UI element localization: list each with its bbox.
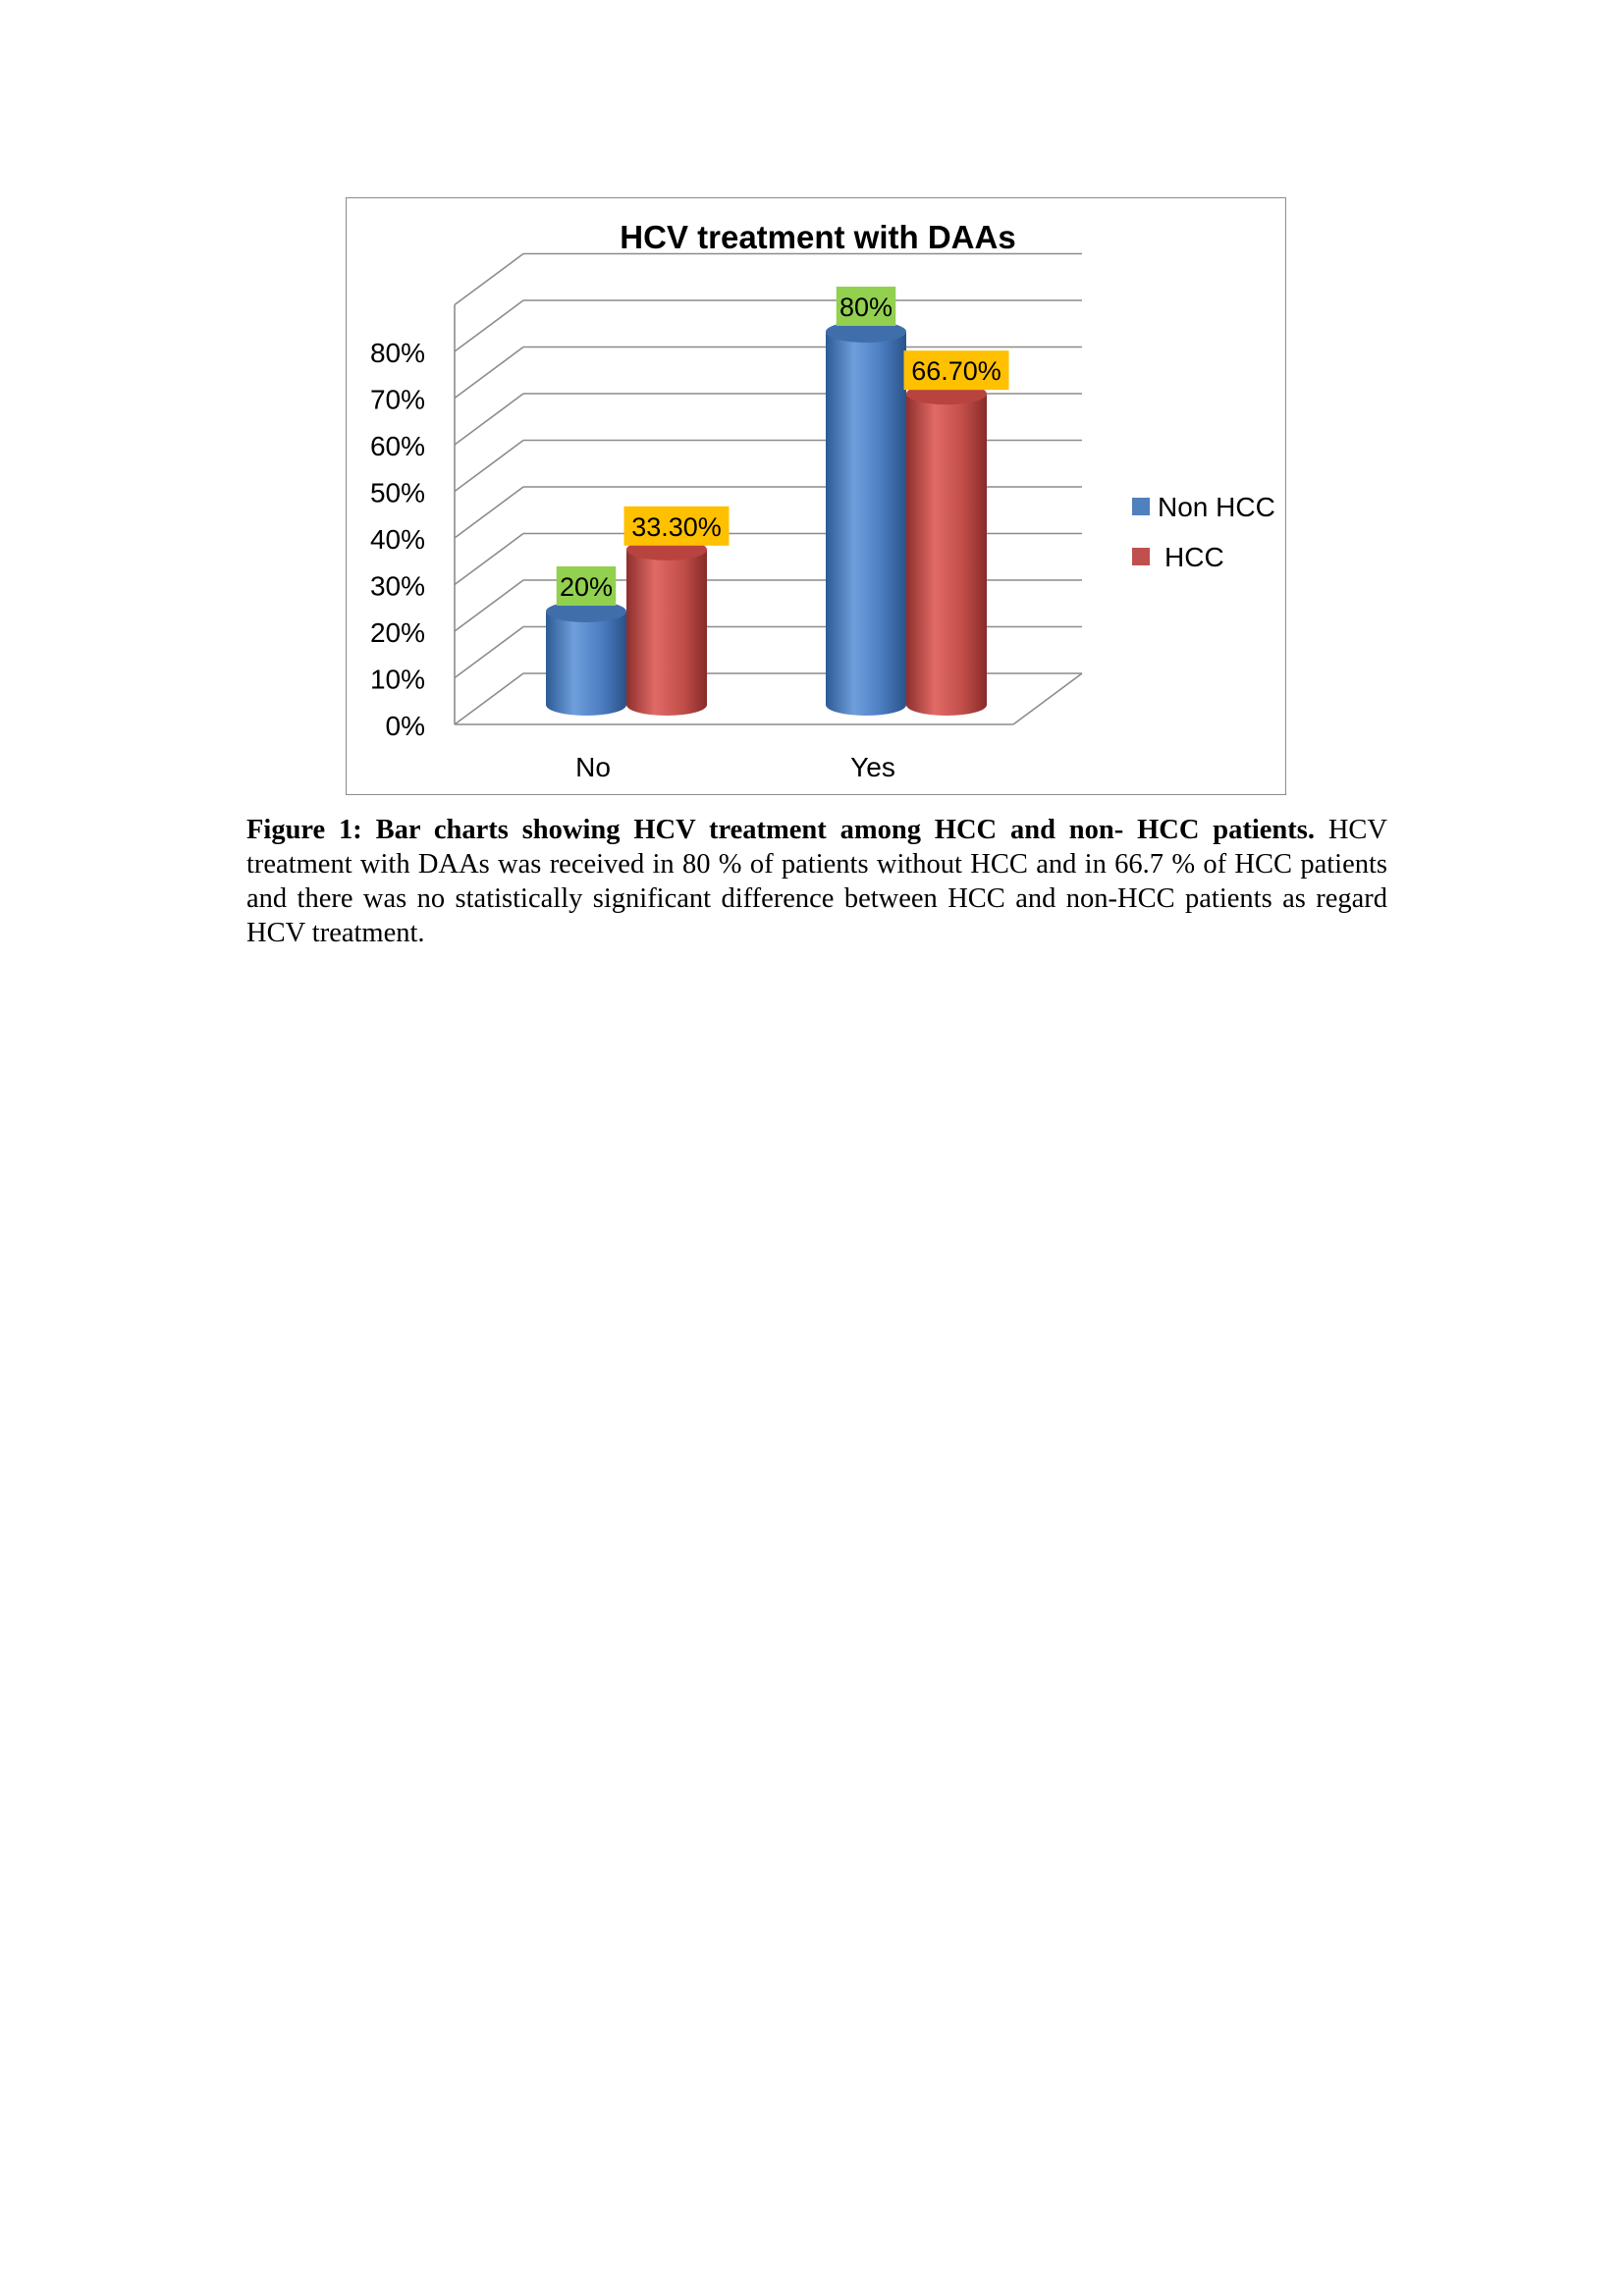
bar	[626, 539, 707, 716]
svg-text:33.30%: 33.30%	[631, 511, 722, 542]
x-axis-labels	[575, 752, 895, 782]
svg-text:80%: 80%	[839, 293, 893, 322]
gridline	[455, 534, 1082, 585]
svg-text:66.70%: 66.70%	[911, 356, 1001, 387]
x-tick-label: Yes	[850, 752, 895, 782]
data-label	[624, 507, 730, 546]
gridline	[455, 254, 1082, 305]
svg-text:20%: 20%	[559, 572, 614, 602]
bar	[906, 383, 987, 716]
caption-body: HCV treatment with DAAs was received in 80 % of patients without HCC and in 66.7 % of HCC patients and there was no statistically significant difference between HCC and non-HCC patients as regard HCV treatment.	[246, 815, 1387, 948]
legend-item	[1132, 542, 1224, 572]
legend-swatch	[1132, 498, 1150, 515]
legend	[1132, 492, 1275, 572]
y-tick-label: 60%	[369, 431, 425, 461]
legend-label: Non HCC	[1158, 492, 1275, 522]
data-label	[837, 287, 896, 326]
caption-heading: Figure 1: Bar charts showing HCV treatment among HCC and non- HCC patients.	[246, 815, 1315, 845]
gridline	[455, 394, 1082, 445]
chart-title: HCV treatment with DAAs	[620, 219, 1016, 255]
bar	[826, 321, 906, 716]
chart-svg	[0, 0, 1624, 883]
y-tick-label: 10%	[369, 664, 425, 695]
legend-swatch	[1132, 548, 1150, 565]
bar	[546, 601, 626, 716]
data-label	[557, 566, 617, 606]
legend-label: HCC	[1164, 542, 1224, 572]
y-tick-label: 70%	[369, 384, 425, 415]
y-tick-label: 40%	[369, 524, 425, 555]
gridline	[455, 300, 1082, 351]
y-tick-label: 50%	[369, 477, 425, 508]
gridline	[455, 487, 1082, 538]
y-tick-label: 0%	[385, 711, 425, 741]
y-tick-label: 20%	[369, 617, 425, 648]
gridline	[455, 441, 1082, 492]
legend-item	[1132, 492, 1275, 522]
y-tick-label: 30%	[369, 570, 425, 602]
x-tick-label: No	[575, 752, 611, 782]
figure-caption	[246, 813, 1387, 950]
y-axis-ticks	[370, 338, 425, 741]
y-tick-label: 80%	[369, 338, 425, 368]
data-label	[904, 350, 1009, 390]
